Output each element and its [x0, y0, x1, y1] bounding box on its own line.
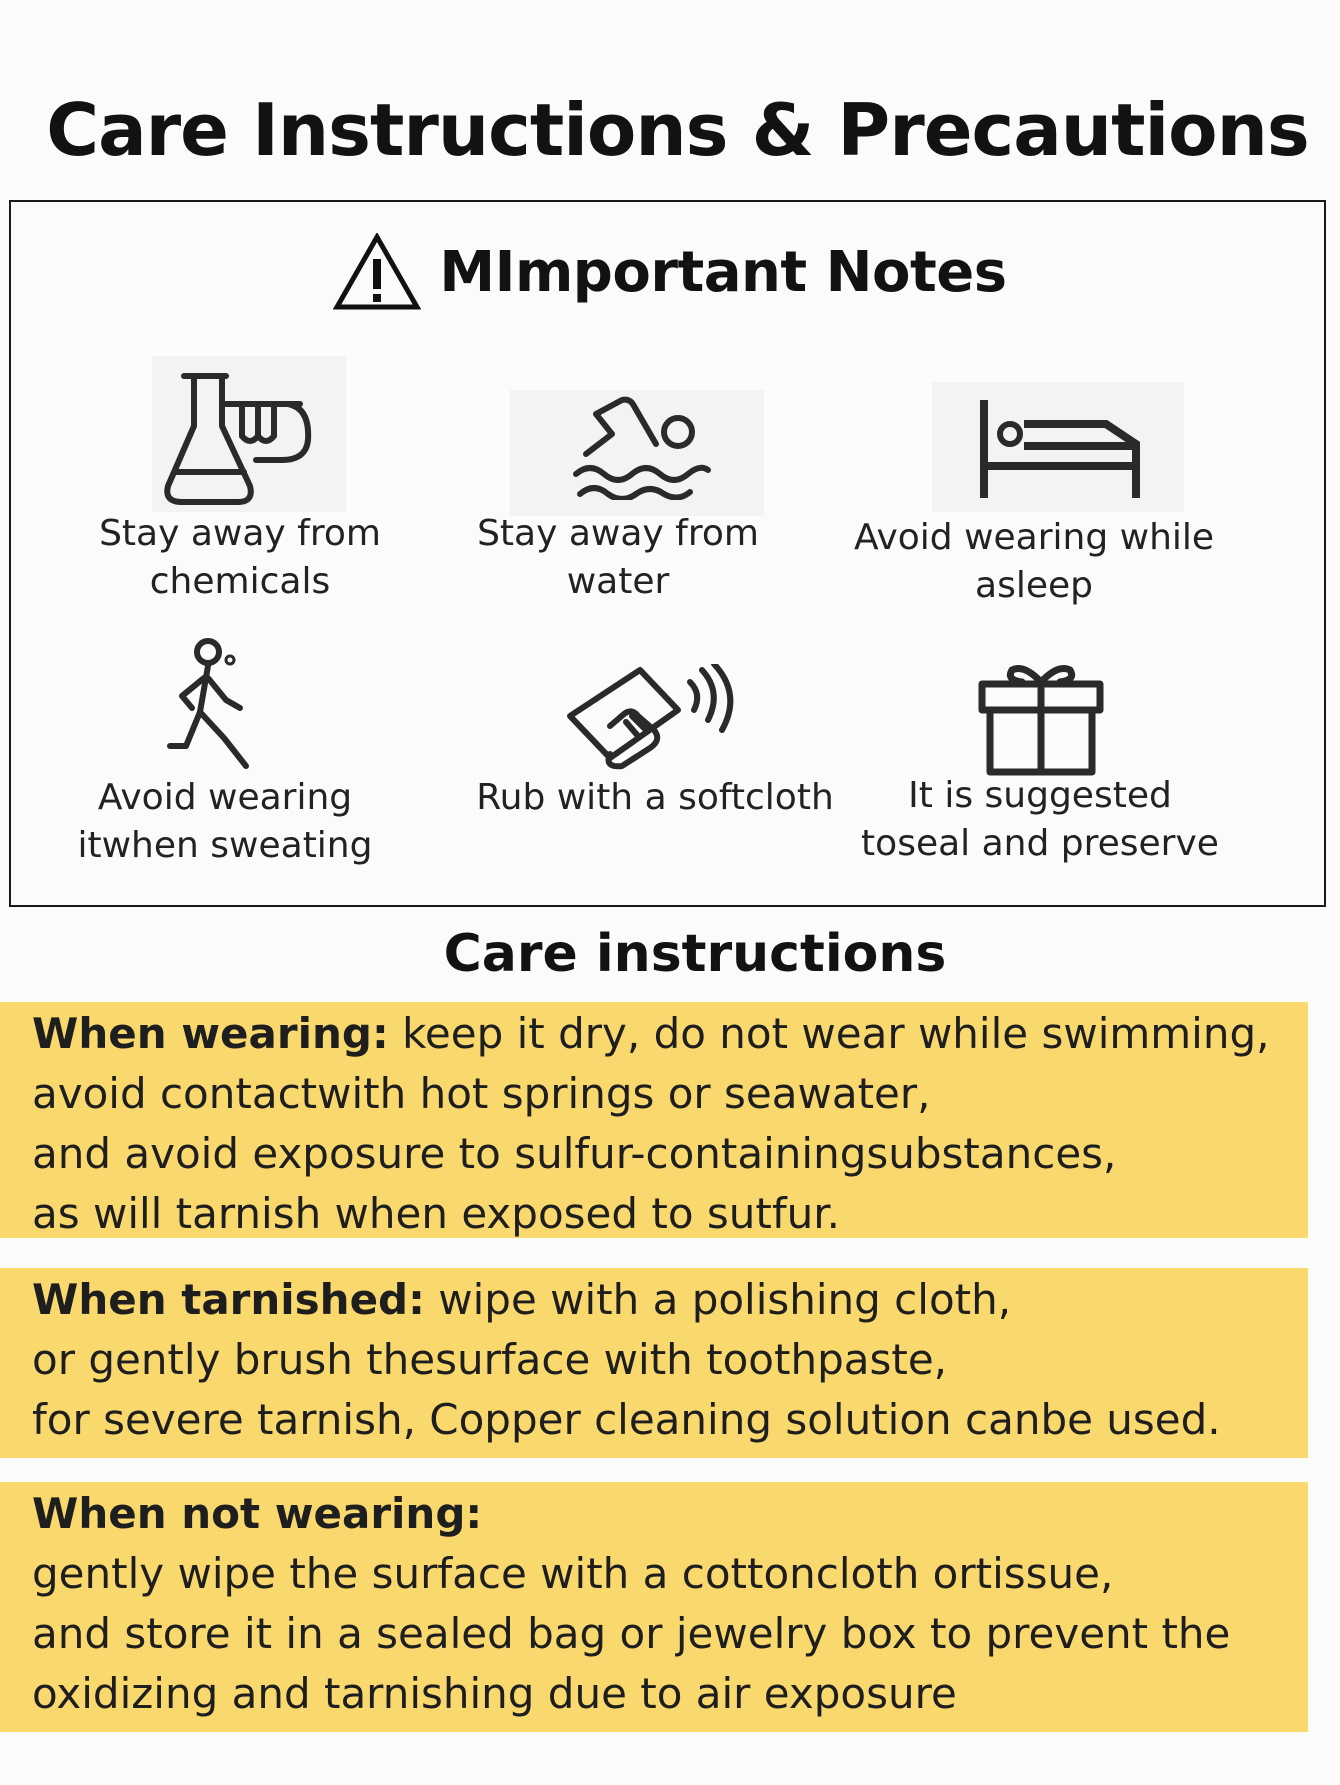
bed-icon [980, 400, 1144, 500]
chemicals-flask-icon [160, 368, 320, 510]
warning-icon [333, 233, 421, 311]
page-title: Care Instructions & Precautions [46, 88, 1309, 172]
care-section-wearing: When wearing: keep it dry, do not wear while swimming, avoid contactwith hot springs or seawater, and avoid exposure to sulfur-containingsubstances, as will tarnish when exposed to sutfur. [0, 1002, 1308, 1238]
care-section-not-wearing: When not wearing: gently wipe the surface with a cottoncloth ortissue, and store it in a sealed bag or jewelry box to prevent the oxidizing and tarnishing due to air exposure [0, 1482, 1308, 1732]
section-label: When wearing: [32, 1009, 389, 1058]
care-instructions-title: Care instructions [443, 924, 947, 984]
notes-heading-text: MImportant Notes [439, 239, 1007, 305]
note-caption-chemicals: Stay away from chemicals [99, 513, 381, 602]
note-caption-softcloth: Rub with a softcloth [476, 777, 834, 818]
notes-heading [0, 232, 1340, 312]
swimmer-icon [566, 392, 716, 500]
note-caption-sweating: Avoid wearing itwhen sweating [77, 777, 373, 866]
care-section-tarnished: When tarnished: wipe with a polishing cloth, or gently brush thesurface with toothpaste, for severe tarnish, Copper cleaning solution canbe used. [0, 1268, 1308, 1458]
note-caption-sleep: Avoid wearing while asleep [853, 517, 1215, 606]
section-label: When tarnished: [32, 1275, 425, 1324]
note-caption-seal: It is suggested toseal and preserve [861, 775, 1219, 864]
wiping-cloth-icon [566, 664, 742, 772]
section-label: When not wearing: [32, 1489, 483, 1538]
running-person-icon [164, 638, 268, 774]
gift-box-icon [978, 660, 1104, 776]
note-caption-water: Stay away from water [477, 513, 759, 602]
